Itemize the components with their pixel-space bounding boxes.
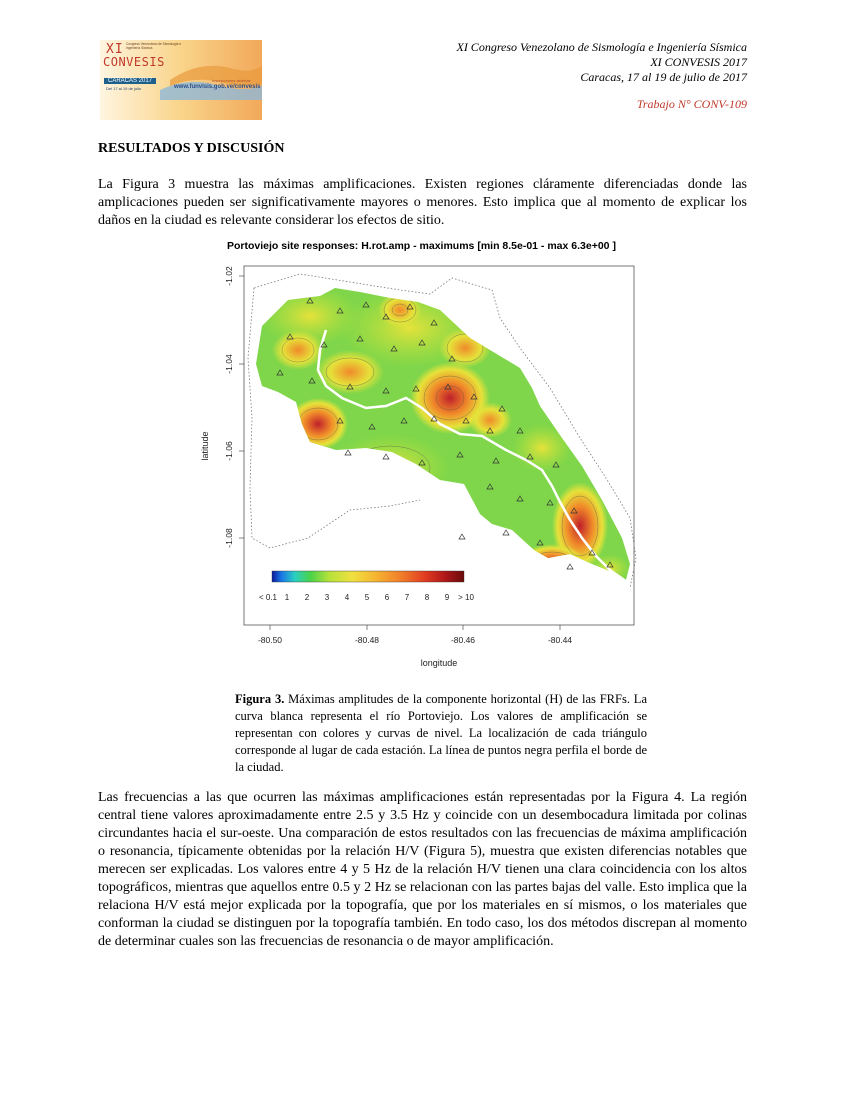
caption-text: Máximas amplitudes de la componente horizontal (H) de las FRFs. La curva blanca representa el río Portoviejo. Los valores de amplificación se representan con colores y curvas de nivel. La localización de cada triángulo corresponde al lugar de cada estación. La línea de puntos negra perfila el borde de la ciudad. [235,692,647,774]
colorbar-label: 7 [404,593,410,602]
x-tick-labels [258,635,572,645]
colorbar-label: < 0.1 [258,593,278,602]
colorbar-label: 9 [444,593,450,602]
figure-caption [235,691,647,776]
x-tick-label: -80.44 [547,635,573,645]
colorbar-label: 8 [424,593,430,602]
logo-subtitle: Congreso Venezolano de Sismología e Ingeniería Sísmica [126,42,182,50]
colorbar-label: > 10 [458,593,474,602]
y-tick-label: -1.04 [224,354,234,374]
y-tick-label: -1.08 [224,528,234,548]
colorbar-label: 1 [284,593,290,602]
x-tick-label: -80.46 [450,635,476,645]
colorbar-label: 3 [324,593,330,602]
colorbar-label: 5 [364,593,370,602]
convesis-logo [100,40,262,120]
colorbar-label: 4 [344,593,350,602]
amplification-map [190,238,660,670]
figure-3 [190,238,660,670]
caption-label: Figura 3. [235,692,285,706]
y-tick-label: -1.06 [224,441,234,461]
conference-header [456,40,747,85]
x-axis-label: longitude [420,658,458,668]
x-tick-label: -80.48 [354,635,380,645]
work-number: Trabajo N° CONV-109 [636,97,747,111]
logo-place: CARACAS 2017 [104,78,156,84]
logo-name: CONVESIS [103,55,165,69]
header-line-3: Caracas, 17 al 19 de julio de 2017 [580,70,747,84]
colorbar-label: 6 [384,593,390,602]
paragraph-1: La Figura 3 muestra las máximas amplificaciones. Existen regiones cláramente diferenciadas donde las amplicaciones pueden ser significativamente mayores o menores. Esto implica que al momento de explicar los daños en la ciudad es relevante considerar los efectos de sitio. [98,177,747,228]
logo-url: www.funvisis.gob.ve/convesis [174,84,261,90]
paragraph-2: Las frecuencias a las que ocurren las máximas amplificaciones están representadas por la Figura 4. La región central tiene valores aproximadamente entre 2.5 y 3.5 Hz y coincide con un desembocadura limitada por colinas circundantes hacia el sur-oeste. Una comparación de estos resultados con las frecuencias de máxima amplificación o resonancia, típicamente obtenidas por la relación H/V (Figura 5), muestra que existen diferencias notables que merecen ser explicadas. Los valores entre 4 y 5 Hz de la relación H/V tienen una clara coincidencia con los altos topográficos, mientras que aquellos entre 0.5 y 2 Hz se relacionan con las partes bajas del valle. Esto implica que la relaciona H/V está mejor explicada por la topografía, que por los materiales en sí mismos, o los materiales que conforman la ciudad se distinguen por la topografía también. En todo caso, los dos métodos discrepan al momento de determinar cuales son las frecuencias de resonancia o de mayor amplificación. [98,790,747,949]
logo-dates: Del 17 al 19 de julio [106,86,142,91]
header-line-1: XI Congreso Venezolano de Sismología e Ingeniería Sísmica [456,40,747,54]
header-line-2: XI CONVESIS 2017 [650,55,747,69]
logo-registration: Inscripciones abiertas [212,78,251,83]
y-axis-label: latitude [200,431,210,461]
logo-roman-numeral: XI [106,42,124,57]
colorbar-label: 2 [304,593,310,602]
x-tick-label: -80.50 [257,635,283,645]
y-tick-labels [224,266,234,548]
colorbar [272,571,464,582]
figure-title: Portoviejo site responses: H.rot.amp - maximums [min 8.5e-01 - max 6.3e+00 ] [227,240,616,252]
y-tick-label: -1.02 [224,266,234,286]
section-title: RESULTADOS Y DISCUSIÓN [98,141,285,156]
